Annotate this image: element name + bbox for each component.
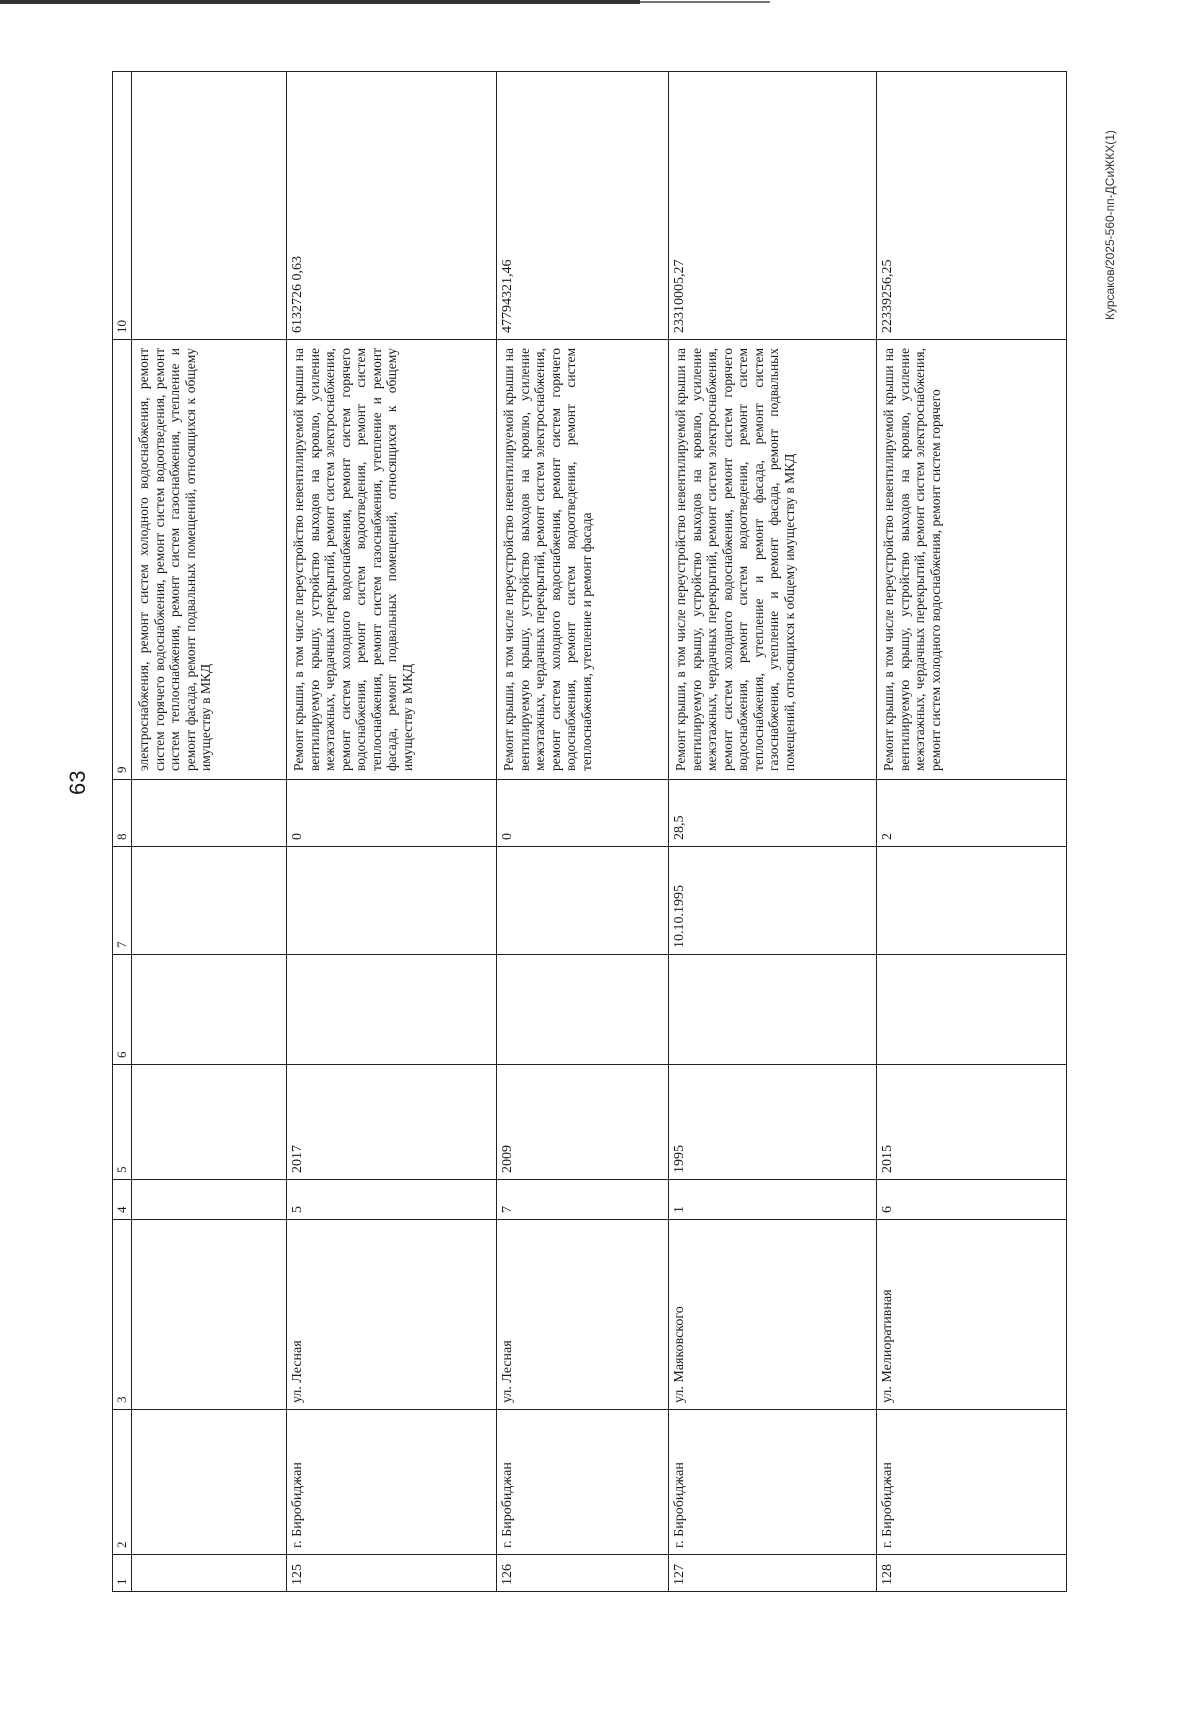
row-number: 127 — [669, 1555, 877, 1592]
header-cell: 8 — [113, 780, 132, 847]
table-cell — [132, 72, 287, 340]
works-description: Ремонт крыши, в том числе переустройство невентилируемой крыши на вентилируемую крышу, устройство выходов на кровлю, усиление межэтажных, чердачных перекрытий, ремонт систем электроснабжения, ремонт систем холодного водоснабжения, ремонт систем горячего водоснабжения, ремонт систем водоотведения, ремонт систем теплоснабжения, утепление и ремонт фасада — [497, 340, 669, 780]
rotated-table-container — [112, 72, 1067, 1592]
table-cell — [132, 1220, 287, 1410]
cost-cell: 23310005,27 — [669, 72, 877, 340]
works-description: Ремонт крыши, в том числе переустройство невентилируемой крыши на вентилируемую крышу, устройство выходов на кровлю, усиление межэтажных, чердачных перекрытий, ремонт систем электроснабжения, ремонт систем холодного водоснабжения, ремонт систем горячего водоснабжения, ремонт систем водоотведения, ремонт систем теплоснабжения, утепление и ремонт фасада, ремонт систем газоснабжения, утепление и ремонт фасада, ремонт подвальных помещений, относящихся к общему имуществу в МКД — [669, 340, 877, 780]
table-cell — [132, 1410, 287, 1555]
house-cell: 1 — [669, 1180, 877, 1220]
col6-cell — [287, 955, 497, 1065]
table-row — [669, 72, 877, 1592]
table-cell — [132, 1065, 287, 1180]
street-cell: ул. Маяковского — [669, 1220, 877, 1410]
works-description: Ремонт крыши, в том числе переустройство невентилируемой крыши на вентилируемую крышу, устройство выходов на кровлю, усиление межэтажных, чердачных перекрытий, ремонт систем электроснабжения, ремонт систем холодного водоснабжения, ремонт систем горячего водоснабжения, ремонт систем водоотведения, ремонт систем теплоснабжения, ремонт систем газоснабжения, утепление и ремонт фасада, ремонт подвальных помещений, относящихся к общему имуществу в МКД — [287, 340, 497, 780]
col8-cell: 0 — [497, 780, 669, 847]
table-row — [287, 72, 497, 1592]
house-cell: 5 — [287, 1180, 497, 1220]
cost-cell: 47794321,46 — [497, 72, 669, 340]
continuation-row — [132, 72, 287, 1592]
year-cell: 1995 — [669, 1065, 877, 1180]
street-cell: ул. Лесная — [497, 1220, 669, 1410]
table-row — [877, 72, 1067, 1592]
header-row — [113, 72, 132, 1592]
house-cell: 6 — [877, 1180, 1067, 1220]
street-cell: ул. Лесная — [287, 1220, 497, 1410]
table-cell — [132, 847, 287, 955]
col6-cell — [877, 955, 1067, 1065]
col6-cell — [669, 955, 877, 1065]
row-number: 126 — [497, 1555, 669, 1592]
col6-cell — [497, 955, 669, 1065]
works-description: электроснабжения, ремонт систем холодного водоснабжения, ремонт систем горячего водоснабжения, ремонт систем водоотведения, ремонт систем теплоснабжения, ремонт систем газоснабжения, утепление и ремонт фасада, ремонт подвальных помещений, относящихся к общему имуществу в МКД — [132, 340, 287, 780]
works-description: Ремонт крыши, в том числе переустройство невентилируемой крыши на вентилируемую крышу, устройство выходов на кровлю, усиление межэтажных, чердачных перекрытий, ремонт систем электроснабжения, ремонт систем холодного водоснабжения, ремонт систем горячего — [877, 340, 1067, 780]
col7-cell: 10.10.1995 — [669, 847, 877, 955]
city-cell: г. Биробиджан — [669, 1410, 877, 1555]
table-cell — [132, 780, 287, 847]
city-cell: г. Биробиджан — [287, 1410, 497, 1555]
header-cell: 4 — [113, 1180, 132, 1220]
header-cell: 5 — [113, 1065, 132, 1180]
header-cell: 7 — [113, 847, 132, 955]
year-cell: 2015 — [877, 1065, 1067, 1180]
header-cell: 2 — [113, 1410, 132, 1555]
page-number: 63 — [65, 770, 90, 795]
header-cell: 6 — [113, 955, 132, 1065]
house-cell: 7 — [497, 1180, 669, 1220]
col7-cell — [877, 847, 1067, 955]
top-border-line — [0, 0, 640, 4]
top-border-line-short — [640, 1, 770, 3]
document-footer: Курсаков/2025-560-пп-ДСиЖКХ(1) — [1103, 130, 1117, 320]
row-number: 125 — [287, 1555, 497, 1592]
city-cell: г. Биробиджан — [497, 1410, 669, 1555]
works-table — [112, 71, 1067, 1592]
table-cell — [132, 1555, 287, 1592]
header-cell: 9 — [113, 340, 132, 780]
street-cell: ул. Мелиоративная — [877, 1220, 1067, 1410]
year-cell: 2017 — [287, 1065, 497, 1180]
table-cell — [132, 955, 287, 1065]
header-cell: 1 — [113, 1555, 132, 1592]
col8-cell: 0 — [287, 780, 497, 847]
table-cell — [132, 1180, 287, 1220]
year-cell: 2009 — [497, 1065, 669, 1180]
col7-cell — [287, 847, 497, 955]
header-cell: 3 — [113, 1220, 132, 1410]
table-row — [497, 72, 669, 1592]
cost-cell: 6132726 0,63 — [287, 72, 497, 340]
row-number: 128 — [877, 1555, 1067, 1592]
col7-cell — [497, 847, 669, 955]
col8-cell: 28,5 — [669, 780, 877, 847]
cost-cell: 22339256,25 — [877, 72, 1067, 340]
city-cell: г. Биробиджан — [877, 1410, 1067, 1555]
col8-cell: 2 — [877, 780, 1067, 847]
header-cell: 10 — [113, 72, 132, 340]
